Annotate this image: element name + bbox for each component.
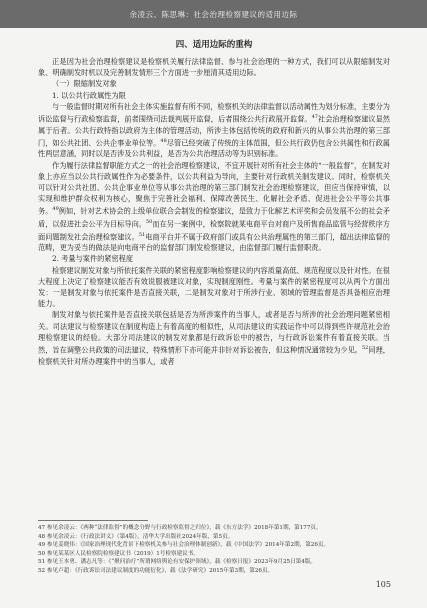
- footnote: 52 参见卢超：《行政诉讼司法建议制度的功能衍化》，载《法学研究》2015年第3期，第26页。: [38, 567, 274, 574]
- section-title: 四、适用边际的重构: [175, 40, 253, 50]
- footnote-divider: [38, 520, 148, 521]
- paragraph-text: 作为履行法律监督职能方式之一的社会治理检察建议，不宜开展针对所有社会主体的“一般监督”，在制发对象上亦应当以公共行政属性作为必要条件，以公共利益为导向，主要针对行政机关制发建议。同时，检察机关可以针对公共社团、公共企事业单位等从事公共治理的第三部门制发社会治理检察建议，但应当保持审慎，以实现和维护群众权利为核心，聚焦于完善社会福利、保障改善民生、化解社会矛盾、促进社会公平等公共事务。: [38, 160, 390, 216]
- paragraph-text: 与一般监督时期对所有社会主体实施监督有所不同，检察机关的法律监督以活动属性为划分标准，主要分为诉讼监督与行政检察监督，前者围绕司法裁判展开监督，后者围绕公共行政展开监督。: [38, 101, 390, 124]
- paragraph-text: 尽管已经突破了传统的主体范围，但公共行政仍包含公共属性和行政属性两层意涵，同时以是否涉及公共利益，是否为公共治理活动等为识别标准。: [38, 138, 390, 159]
- intro-paragraph: 正是因为社会治理检察建议是检察机关履行法律监督、参与社会治理的一种方式，我们可以从限缩制发对象、明确制发时机以及完善制发情形三个方面进一步厘清其适用边际。: [38, 57, 390, 78]
- footnote: 49 参见姜晓伟：《国家治理现代化背景下检察机关参与社会治理体制创新》，载《中国法学》2014年第2期，第26页。: [38, 542, 330, 549]
- footnote-ref[interactable]: 49: [52, 206, 59, 213]
- page-number: 105: [375, 580, 391, 589]
- footnote: 48 参见余凌云：《行政法讲义》（第4版），清华大学出版社2024年版，第5页。: [38, 533, 234, 540]
- footnote: 51 参见王本勇、潘志凡等：《“聚问治疗”所谓网络舆论有安保护领域》，载《检察日报》2023年9月25日第4版。: [38, 559, 317, 566]
- footnote-ref[interactable]: 47: [311, 114, 318, 121]
- subheading-public-admin: 1. 以公共行政属性为限: [52, 90, 126, 100]
- footnote-ref[interactable]: 52: [362, 345, 369, 352]
- footnote: 47 参见余凌云：《两种“法律监督”的概念分野与行政检察监督之归位》，载《东方法学》2018年第1期，第177页。: [38, 525, 322, 531]
- paragraph-case-closeness: 检察建议制发对象与所依托案件关联的紧密程度影响检察建议的内容质量高低、规范程度以及针对性。在很大程度上决定了检察建议能否有效说服被建议对象，实现制度刚性。考量与案件的紧密程度可以从两个方面出发：一是制发对象与依托案件是否直接关联，二是制发对象对于所涉行业、领域的管理监督是否具备相应治理能力。: [38, 265, 390, 309]
- main-content: [38, 38, 390, 367]
- footnote-ref[interactable]: 51: [138, 231, 146, 238]
- paragraph-direct-relevance: [38, 309, 390, 366]
- paragraph-text: 而在另一案例中，检察院就某电商平台对商户及所售商品监管与经营秩序方面问题制发社会治理检察建议。: [38, 219, 390, 241]
- running-header: [0, 0, 427, 28]
- footnotes: [38, 524, 390, 576]
- subheading-case-closeness: 2. 考量与案件的紧密程度: [52, 254, 134, 264]
- paragraph-text: 社会治理检察建议显然属于后者。公共行政特指以政府为主体的管理活动，所涉主体包括传统的政府和新兴的从事公共治理的第三部门，如公共社团、公共企事业单位等。: [38, 114, 390, 148]
- footnote-ref[interactable]: 48: [160, 137, 167, 144]
- paragraph-text: 同理，检察机关针对所办理案件中的当事人，或者: [38, 345, 390, 366]
- paragraph-text: 例如，针对艺术协会的上级单位联合会制发的检察建议，是致力于化解艺术评奖和会员发展不公的社会矛盾，以促进社会公平为目标导向。: [38, 206, 390, 229]
- paragraph-public-admin: [38, 101, 390, 160]
- subheading-limit-objects: （一）限缩制发对象: [52, 79, 117, 89]
- paragraph-text: 制发对象与依托案件是否直接关联包括是否为所涉案件的当事人，或者是否与所涉的社会治理问题紧密相关。司法建议与检察建议在制度构造上有着高度的相似性，从司法建议的实践运作中可以得到些许规范社会治理检察建议的经验。大部分司法建议的制发对象都是行政诉讼中的被告，与行政诉讼案件有着直接关联。当然，旨在调整公共政策的司法建议，特殊情形下亦可能并非针对诉讼被告，但这种情况通常较为少见。: [38, 310, 390, 355]
- paragraph-text: 电商平台并不属于政府部门或具有公共治理属性的第三部门，超出法律监督的范畴，更为妥当的做法是向电商平台的监督部门制发检察建议，由监督部门履行监督职责。: [38, 232, 390, 253]
- footnote-ref[interactable]: 50: [146, 219, 153, 226]
- paragraph-supervision-scope: [38, 160, 390, 254]
- footnote: 50 参见某某区人民检察院检察建议书（2019）1号检察建议书。: [38, 550, 199, 557]
- running-title: 余凌云、陈思琳：社会治理检察建议的适用边际: [129, 9, 298, 19]
